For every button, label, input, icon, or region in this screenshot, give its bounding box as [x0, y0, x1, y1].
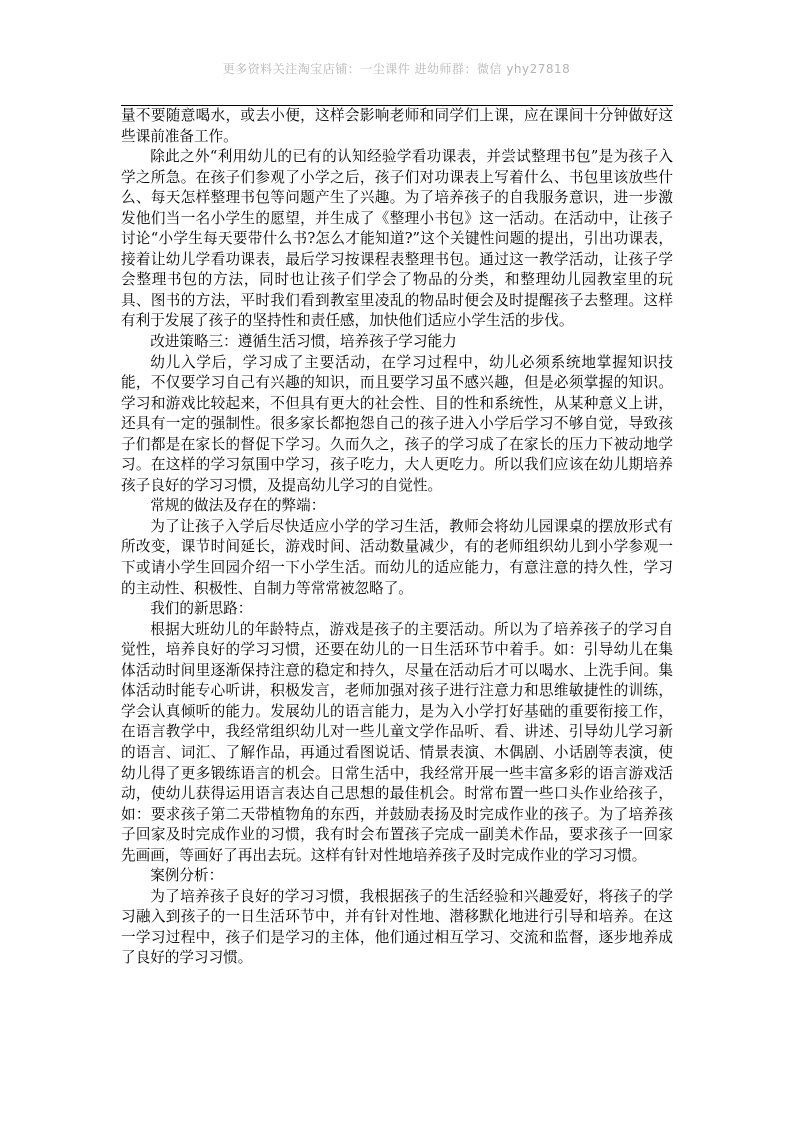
section-heading: 改进策略三：遵循生活习惯，培养孩子学习能力	[150, 333, 457, 351]
sub-heading: 案例分析：	[150, 867, 224, 885]
page-header: 更多资料关注淘宝店铺：一尘课件 进幼师群：微信 yhy27818	[222, 62, 571, 76]
paragraph-continued: 量不要随意喝水，或去小便，这样会影响老师和同学们上课，应在课间十分钟做好这些课前准备工作。	[121, 107, 673, 145]
paragraph: 根据大班幼儿的年龄特点，游戏是孩子的主要活动。所以为了培养孩子的学习自觉性，培养良好的学习习惯，还要在幼儿的一日生活环节中着手。如：引导幼儿在集体活动时间里逐渐保持注意的稳定和持久，尽量在活动后才可以喝水、上洗手间。集体活动时能专心听讲，积极发言，老师加强对孩子进行注意力和思维敏捷性的训练，学会认真倾听的能力。发展幼儿的语言能力，是为入小学打好基础的重要衔接工作，在语言教学中，我经常组织幼儿对一些儿童文学作品听、看、讲述、引导幼儿学习新的语言、词汇、了解作品，再通过看图说话、情景表演、木偶剧、小话剧等表演，使幼儿得了更多锻练语言的机会。日常生活中，我经常开展一些丰富多彩的语言游戏活动，使幼儿获得运用语言表达自己思想的最佳机会。时常布置一些口头作业给孩子，如：要求孩子第二天带植物角的东西，并鼓励表扬及时完成作业的孩子。为了培养孩子回家及时完成作业的习惯，我有时会布置孩子完成一副美术作品，要求孩子一回家先画画，等画好了再出去玩。这样有针对性地培养孩子及时完成作业的学习习惯。	[121, 620, 673, 864]
sub-heading: 常规的做法及存在的弊端：	[150, 497, 326, 515]
sub-heading: 我们的新思路：	[150, 600, 253, 618]
document-body	[121, 106, 673, 969]
paragraph: 为了培养孩子良好的学习习惯，我根据孩子的生活经验和兴趣爱好，将孩子的学习融入到孩子的一日生活环节中，并有针对性地、潜移默化地进行引导和培养。在这一学习过程中，孩子们是学习的主体，他们通过相互学习、交流和监督，逐步地养成了良好的学习习惯。	[121, 887, 673, 967]
paragraph: 幼儿入学后，学习成了主要活动，在学习过程中，幼儿必须系统地掌握知识技能，不仅要学习自己有兴趣的知识，而且要学习虽不感兴趣，但是必须掌握的知识。学习和游戏比较起来，不但具有更大的社会性、目的性和系统性，从某种意义上讲，还具有一定的强制性。很多家长都抱怨自己的孩子进入小学后学习不够自觉，导致孩子们都是在家长的督促下学习。久而久之，孩子的学习成了在家长的压力下被动地学习。在这样的学习氛围中学习，孩子吃力，大人更吃力。所以我们应该在幼儿期培养孩子良好的学习习惯，及提高幼儿学习的自觉性。	[121, 353, 673, 494]
paragraph: 除此之外“利用幼儿的已有的认知经验学看功课表，并尝试整理书包”是为孩子入学之所急。在孩子们参观了小学之后，孩子们对功课表上写着什么、书包里该放些什么、每天怎样整理书包等问题产生了兴趣。为了培养孩子的自我服务意识，进一步激发他们当一名小学生的愿望，并生成了《整理小书包》这一活动。在活动中，让孩子讨论“小学生每天要带什么书?怎么才能知道?”这个关键性问题的提出，引出功课表，接着让幼儿学看功课表，最后学习按课程表整理书包。通过这一教学活动，让孩子学会整理书包的方法，同时也让孩子们学会了物品的分类，和整理幼儿园教室里的玩具、图书的方法，平时我们看到教室里凌乱的物品时便会及时提醒孩子去整理。这样有利于发展了孩子的坚持性和责任感，加快他们适应小学生活的步伐。	[121, 148, 673, 330]
paragraph: 为了让孩子入学后尽快适应小学的学习生活，教师会将幼儿园课桌的摆放形式有所改变，课节时间延长，游戏时间、活动数量减少，有的老师组织幼儿到小学参观一下或请小学生回园介绍一下小学生活。而幼儿的适应能力，有意注意的持久性，学习的主动性、积极性、自制力等常常被忽略了。	[121, 517, 673, 597]
